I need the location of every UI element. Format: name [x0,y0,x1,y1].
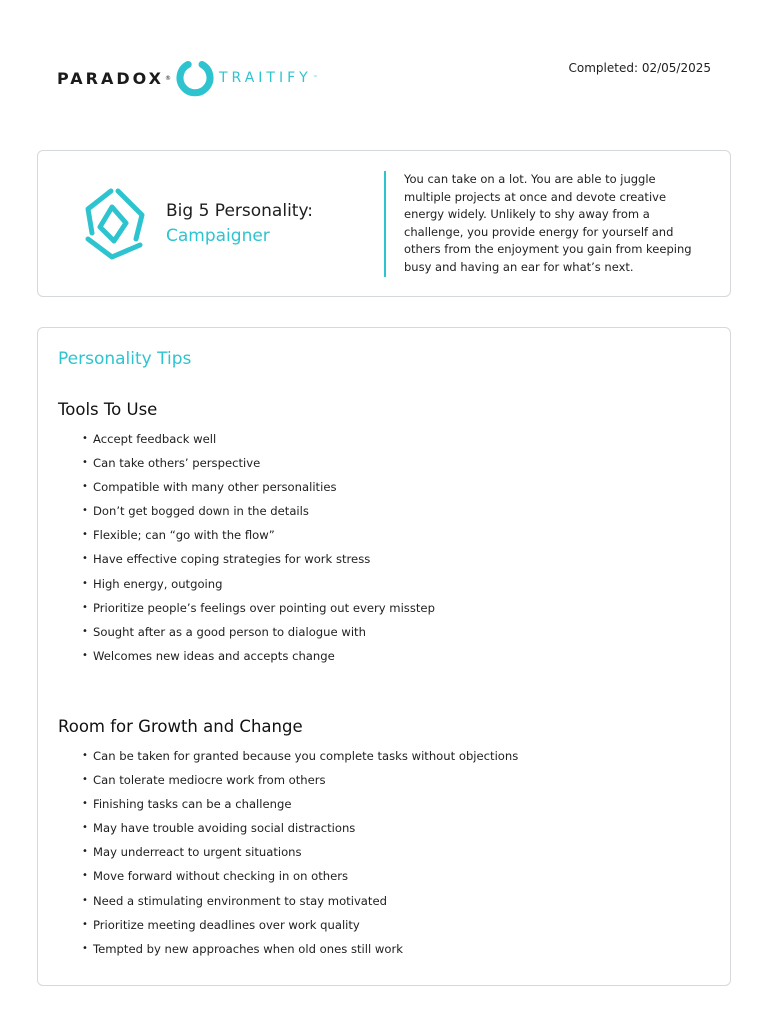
list-item: • Can take others’ perspective [82,451,435,475]
brand-ring-icon [175,58,215,98]
list-item: • Prioritize people’s feelings over pointing out every misstep [82,596,435,620]
growth-list [82,744,518,961]
personality-type-name: Campaigner [166,226,270,246]
list-item: • Tempted by new approaches when old ones still work [82,937,518,961]
personality-description: You can take on a lot. You are able to juggle multiple projects at once and devote creative energy widely. Unlikely to shy away from a challenge, you provide energy for yourself and others from the enjoyment you gain from keeping busy and having an ear for what’s next. [404,172,692,274]
list-item: • Don’t get bogged down in the details [82,499,435,523]
section-heading-tools: Tools To Use [58,400,158,419]
brand-paradox-wordmark: PARADOX [57,68,164,88]
list-item: • High energy, outgoing [82,572,435,596]
campaigner-hexagon-icon [84,187,146,261]
list-item: • Prioritize meeting deadlines over work quality [82,913,518,937]
list-item: • Have effective coping strategies for work stress [82,547,435,571]
list-item: • Move forward without checking in on others [82,864,518,888]
brand-traitify-wordmark: TRAITIFY [219,70,312,86]
list-item: • Need a stimulating environment to stay motivated [82,889,518,913]
tools-list [82,427,435,668]
list-item: • Can be taken for granted because you complete tasks without objections [82,744,518,768]
summary-divider [384,171,386,277]
list-item: • Can tolerate mediocre work from others [82,768,518,792]
tips-title: Personality Tips [58,349,192,369]
personality-type-title: Big 5 Personality: [166,201,314,221]
completed-date: Completed: 02/05/2025 [568,61,711,75]
list-item: • May underreact to urgent situations [82,840,518,864]
list-item: • Compatible with many other personalities [82,475,435,499]
list-item: • Finishing tasks can be a challenge [82,792,518,816]
list-item: • May have trouble avoiding social distractions [82,816,518,840]
brand-traitify-trademark: ™ [312,75,318,81]
brand-paradox-registered-mark: ® [165,74,171,82]
personality-tips-card [37,327,731,986]
section-heading-growth: Room for Growth and Change [58,717,303,736]
personality-summary-card [37,150,731,297]
list-item: • Sought after as a good person to dialogue with [82,620,435,644]
list-item: • Flexible; can “go with the flow” [82,523,435,547]
list-item: • Welcomes new ideas and accepts change [82,644,435,668]
brand-logo [57,58,318,98]
list-item: • Accept feedback well [82,427,435,451]
